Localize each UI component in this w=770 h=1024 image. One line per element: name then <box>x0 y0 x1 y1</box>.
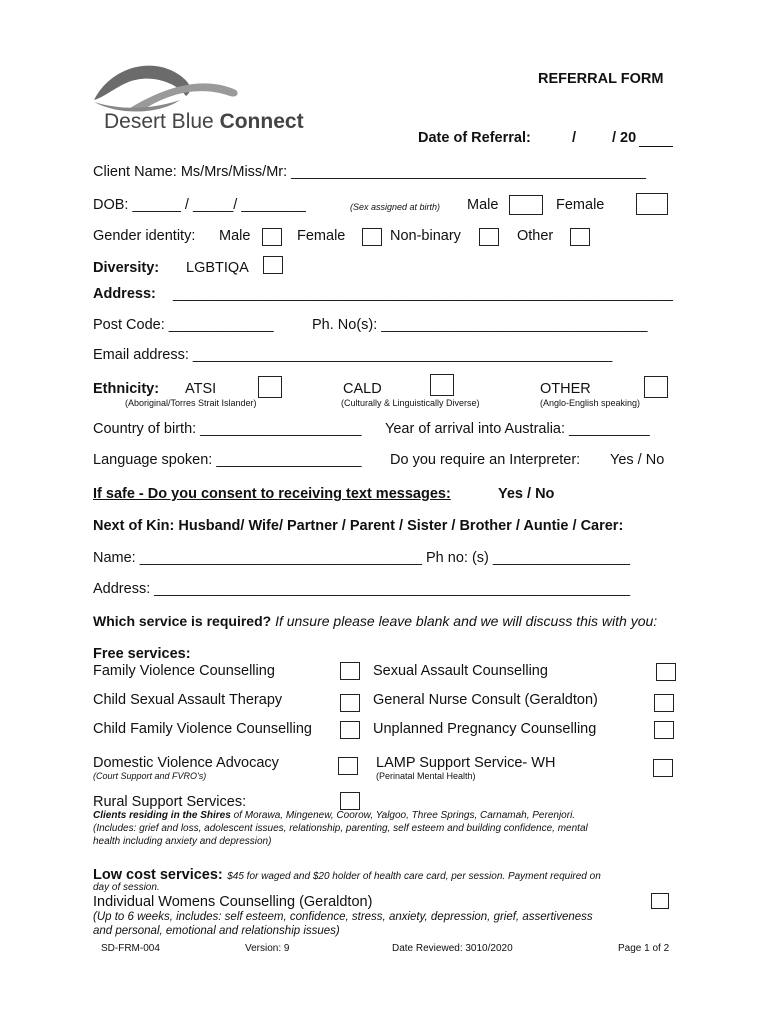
sex-female-label: Female <box>556 197 605 213</box>
family-violence-counselling-checkbox[interactable] <box>340 662 360 680</box>
rural-line3: health including anxiety and depression) <box>93 836 272 847</box>
diversity-option: LGBTIQA <box>186 260 249 276</box>
logo-swoosh-icon <box>90 60 240 116</box>
family-violence-counselling-label: Family Violence Counselling <box>93 663 275 679</box>
form-title: REFERRAL FORM <box>538 71 664 87</box>
country-field[interactable]: Country of birth: ____________________ <box>93 421 362 437</box>
sexual-assault-counselling-label: Sexual Assault Counselling <box>373 663 548 679</box>
sex-note: (Sex assigned at birth) <box>350 202 441 212</box>
rural-line2: (Includes: grief and loss, adolescent issues, relationship, parenting, self esteem and building confidence, mental <box>93 823 588 834</box>
low-cost-line1: Low cost services: $45 for waged and $20 holder of health care card, per session. Payment required on <box>93 867 601 883</box>
child-sexual-assault-therapy-label: Child Sexual Assault Therapy <box>93 692 283 708</box>
diversity-checkbox[interactable] <box>263 256 283 274</box>
email-field[interactable]: Email address: ____________________________________________________ <box>93 347 613 363</box>
sex-male-checkbox[interactable] <box>509 195 543 215</box>
ethnicity-other-label: OTHER <box>540 381 591 397</box>
sexual-assault-counselling-checkbox[interactable] <box>656 663 676 681</box>
address-label: Address: <box>93 286 156 302</box>
dob-field[interactable]: DOB: ______ / _____/ ________ <box>93 197 306 213</box>
service-question: Which service is required? If unsure please leave blank and we will discuss this with you: <box>93 613 658 629</box>
nok-address-field[interactable]: Address: ___________________________________________________________ <box>93 581 631 597</box>
diversity-label: Diversity: <box>93 260 160 276</box>
interpreter-label: Do you require an Interpreter: <box>390 452 581 468</box>
logo-text: Desert Blue Connect <box>104 110 304 133</box>
gender-other-label: Other <box>517 228 554 244</box>
gender-label: Gender identity: <box>93 228 196 244</box>
domestic-violence-advocacy-checkbox[interactable] <box>338 757 358 775</box>
ethnicity-atsi-label: ATSI <box>185 381 217 397</box>
ethnicity-atsi-note: (Aboriginal/Torres Strait Islander) <box>125 398 257 408</box>
iwc-note1: (Up to 6 weeks, includes: self esteem, confidence, stress, anxiety, depression, grief, assertiveness <box>93 911 593 923</box>
ethnicity-cald-label: CALD <box>343 381 382 397</box>
iwc-note2: and personal, emotional and relationship issues) <box>93 925 340 937</box>
sms-yes-no[interactable]: Yes / No <box>498 486 555 502</box>
unplanned-pregnancy-counselling-checkbox[interactable] <box>654 721 674 739</box>
footer-reviewed: Date Reviewed: 3010/2020 <box>392 943 513 954</box>
unplanned-pregnancy-counselling-label: Unplanned Pregnancy Counselling <box>373 721 597 737</box>
arrival-field[interactable]: Year of arrival into Australia: __________ <box>385 421 650 437</box>
lamp-support-checkbox[interactable] <box>653 759 673 777</box>
lamp-note: (Perinatal Mental Health) <box>376 771 476 781</box>
dva-note: (Court Support and FVRO's) <box>93 771 207 781</box>
interpreter-yes-no[interactable]: Yes / No <box>610 452 665 468</box>
date-year-line[interactable] <box>639 146 673 147</box>
footer-version: Version: 9 <box>245 943 290 954</box>
postcode-field[interactable]: Post Code: _____________ <box>93 317 274 333</box>
general-nurse-consult-label: General Nurse Consult (Geraldton) <box>373 692 598 708</box>
date-of-referral-label: Date of Referral: <box>418 130 531 146</box>
gender-female-checkbox[interactable] <box>362 228 382 246</box>
gender-male-checkbox[interactable] <box>262 228 282 246</box>
phone-field[interactable]: Ph. No(s): _________________________________ <box>312 317 648 333</box>
ethnicity-other-note: (Anglo-English speaking) <box>540 398 641 408</box>
low-cost-line2: day of session. <box>93 882 160 893</box>
language-field[interactable]: Language spoken: __________________ <box>93 452 362 468</box>
individual-womens-counselling-checkbox[interactable] <box>651 893 669 909</box>
sex-female-checkbox[interactable] <box>636 193 668 215</box>
date-sep1: / <box>572 130 577 146</box>
ethnicity-cald-checkbox[interactable] <box>430 374 454 396</box>
gender-female-label: Female <box>297 228 346 244</box>
footer-page: Page 1 of 2 <box>618 943 670 954</box>
client-name-field[interactable]: Client Name: Ms/Mrs/Miss/Mr: ____________________________________________ <box>93 164 646 180</box>
gender-male-label: Male <box>219 228 251 244</box>
ethnicity-other-checkbox[interactable] <box>644 376 668 398</box>
gender-other-checkbox[interactable] <box>570 228 590 246</box>
ethnicity-label: Ethnicity: <box>93 381 160 397</box>
domestic-violence-advocacy-label: Domestic Violence Advocacy <box>93 755 279 771</box>
sex-male-label: Male <box>467 197 499 213</box>
address-field[interactable]: ______________________________________________________________ <box>173 286 673 302</box>
footer-code: SD-FRM-004 <box>101 943 160 954</box>
individual-womens-counselling-label: Individual Womens Counselling (Geraldton) <box>93 894 373 910</box>
rural-support-checkbox[interactable] <box>340 792 360 810</box>
gender-nonbinary-label: Non-binary <box>390 228 461 244</box>
gender-nonbinary-checkbox[interactable] <box>479 228 499 246</box>
ethnicity-atsi-checkbox[interactable] <box>258 376 282 398</box>
rural-line1: Clients residing in the Shires of Morawa, Mingenew, Coorow, Yalgoo, Three Springs, Carnamah, Perenjori. <box>93 810 576 821</box>
free-services-label: Free services: <box>93 646 191 662</box>
child-family-violence-counselling-label: Child Family Violence Counselling <box>93 721 312 737</box>
ethnicity-cald-note: (Culturally & Linguistically Diverse) <box>341 398 480 408</box>
child-sexual-assault-therapy-checkbox[interactable] <box>340 694 360 712</box>
child-family-violence-counselling-checkbox[interactable] <box>340 721 360 739</box>
general-nurse-consult-checkbox[interactable] <box>654 694 674 712</box>
sms-consent-label: If safe - Do you consent to receiving text messages: <box>93 486 451 502</box>
date-sep2: / 20 <box>612 130 637 146</box>
next-of-kin-label: Next of Kin: Husband/ Wife/ Partner / Parent / Sister / Brother / Auntie / Carer: <box>93 518 624 534</box>
nok-name-field[interactable]: Name: ___________________________________ Ph no: (s) _________________ <box>93 550 630 566</box>
lamp-support-label: LAMP Support Service- WH <box>376 755 556 771</box>
rural-support-label: Rural Support Services: <box>93 794 247 810</box>
